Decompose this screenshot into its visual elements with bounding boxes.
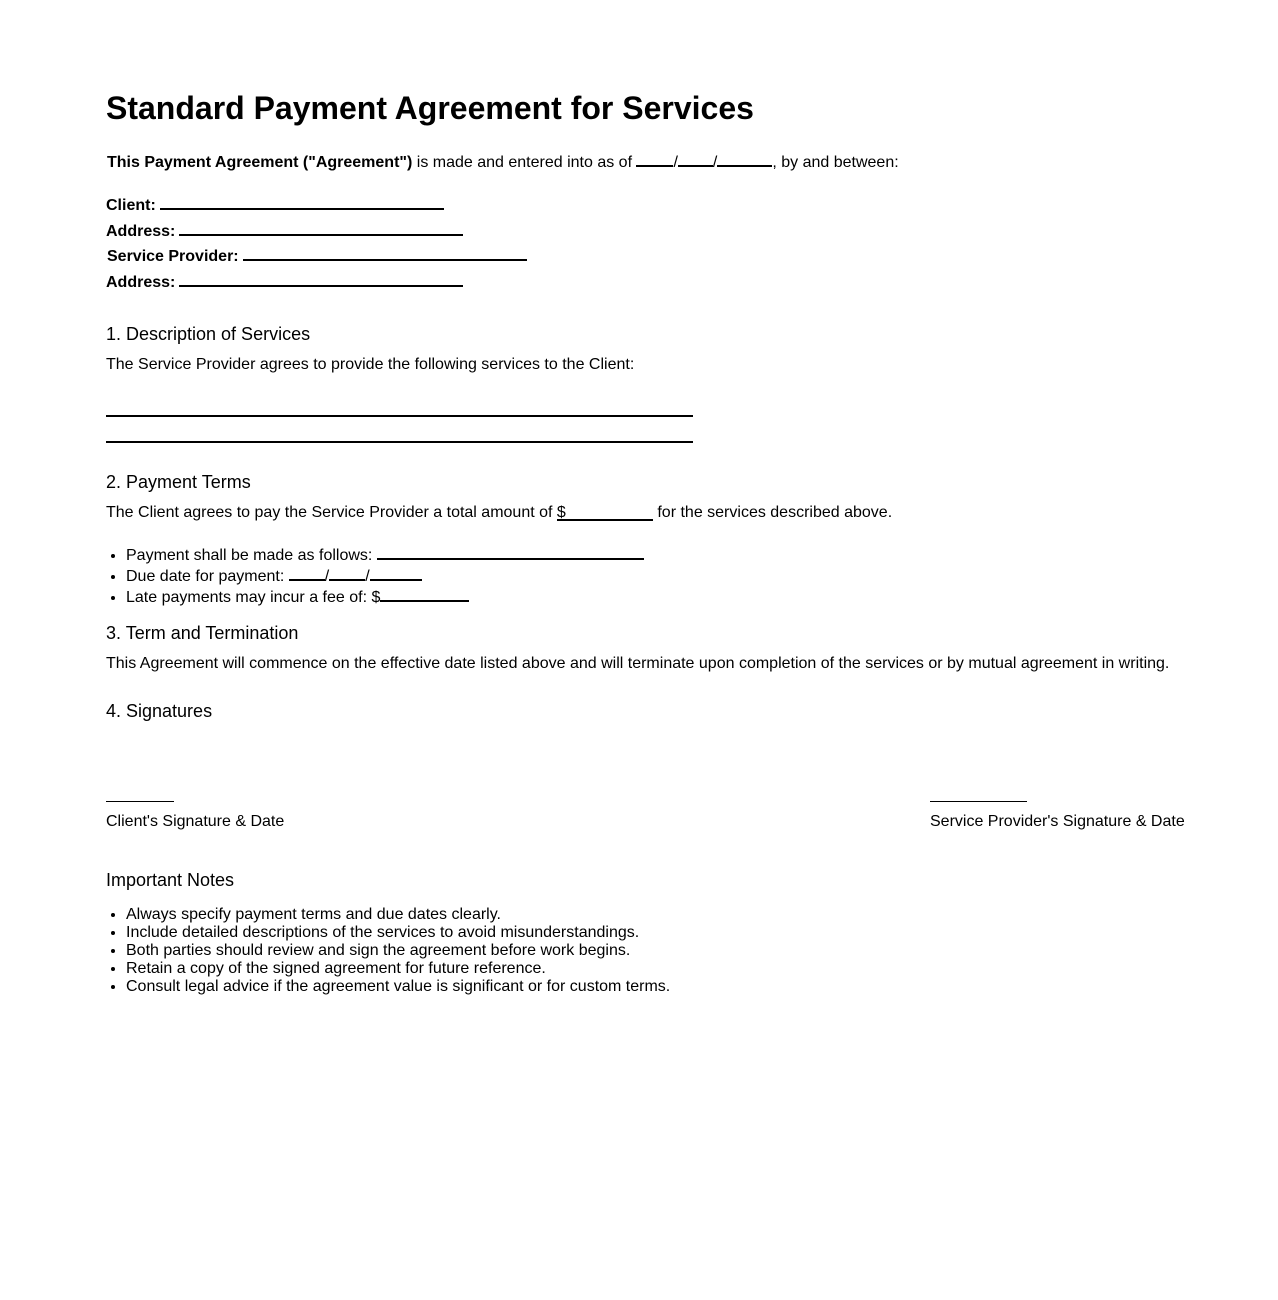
document-title: Standard Payment Agreement for Services — [106, 90, 754, 126]
list-item: • Retain a copy of the signed agreement for future reference. — [126, 960, 670, 978]
list-item: • Both parties should review and sign the agreement before work begins. — [126, 942, 670, 960]
intro-text-before-date: is made and entered into as of — [412, 154, 637, 171]
date-separator: / — [673, 154, 678, 171]
effective-date-year-blank[interactable] — [717, 150, 772, 167]
intro-paragraph — [107, 150, 899, 173]
section-description-heading: 1. Description of Services — [106, 324, 311, 344]
service-provider-name-line — [106, 245, 527, 271]
client-signature-label: Client's Signature & Date — [106, 813, 285, 830]
service-provider-address-blank[interactable] — [179, 271, 463, 287]
due-date-year-blank[interactable] — [370, 565, 422, 581]
total-amount-blank[interactable] — [557, 503, 653, 521]
client-signature-line[interactable] — [106, 801, 174, 802]
intro-bold-lead: This Payment Agreement ("Agreement") — [107, 154, 413, 171]
date-separator: / — [365, 568, 370, 585]
effective-date-day-blank[interactable] — [678, 150, 713, 167]
payment-terms-list — [106, 544, 644, 607]
section-term-text: This Agreement will commence on the effective date listed above and will terminate upon completion of the services or by mutual agreement in writing. — [106, 655, 1170, 672]
currency-symbol: $ — [371, 589, 381, 606]
due-date-month-blank[interactable] — [289, 565, 325, 581]
late-fee-label: Late payments may incur a fee of: — [126, 589, 372, 606]
list-item — [126, 544, 644, 565]
services-description-blank-2[interactable] — [106, 441, 693, 443]
payment-text-before-amount: The Client agrees to pay the Service Provider a total amount of — [106, 504, 557, 521]
service-provider-address-line — [106, 271, 527, 297]
due-date-day-blank[interactable] — [329, 565, 365, 581]
late-fee-blank[interactable] — [380, 586, 469, 602]
payment-text-after-amount: for the services described above. — [652, 504, 893, 521]
section-signatures-heading: 4. Signatures — [106, 701, 213, 721]
provider-signature-line[interactable] — [930, 801, 1027, 802]
service-provider-name-blank[interactable] — [243, 245, 527, 261]
client-address-label: Address: — [106, 222, 176, 240]
date-separator: / — [324, 568, 330, 585]
client-address-blank[interactable] — [179, 220, 463, 236]
services-description-blank-1[interactable] — [106, 415, 693, 417]
notes-heading: Important Notes — [106, 870, 235, 890]
due-date-label: Due date for payment: — [126, 568, 289, 585]
list-item — [126, 586, 644, 607]
date-separator: / — [712, 154, 718, 171]
client-name-line — [106, 194, 527, 220]
client-address-line — [106, 220, 527, 246]
currency-symbol: $ — [556, 504, 566, 521]
payment-schedule-blank[interactable] — [377, 544, 644, 560]
provider-signature-label: Service Provider's Signature & Date — [930, 813, 1185, 830]
list-item: • Always specify payment terms and due dates clearly. — [126, 906, 670, 924]
list-item: • Consult legal advice if the agreement value is significant or for custom terms. — [126, 978, 670, 996]
client-name-blank[interactable] — [160, 194, 444, 210]
effective-date-month-blank[interactable] — [636, 150, 673, 167]
client-label: Client: — [106, 197, 156, 214]
list-item: • Include detailed descriptions of the services to avoid misunderstandings. — [126, 924, 670, 942]
service-provider-label: Service Provider: — [107, 248, 239, 266]
section-term-heading: 3. Term and Termination — [106, 623, 299, 643]
list-item — [126, 565, 644, 586]
section-payment-heading: 2. Payment Terms — [106, 472, 251, 492]
intro-text-after-date: , by and between: — [772, 154, 899, 171]
service-provider-address-label: Address: — [106, 273, 176, 291]
notes-list — [106, 906, 670, 996]
party-details — [106, 194, 527, 296]
section-description-text: The Service Provider agrees to provide the following services to the Client: — [106, 356, 635, 373]
payment-schedule-label: Payment shall be made as follows: — [126, 547, 377, 564]
section-payment-text — [106, 503, 892, 523]
